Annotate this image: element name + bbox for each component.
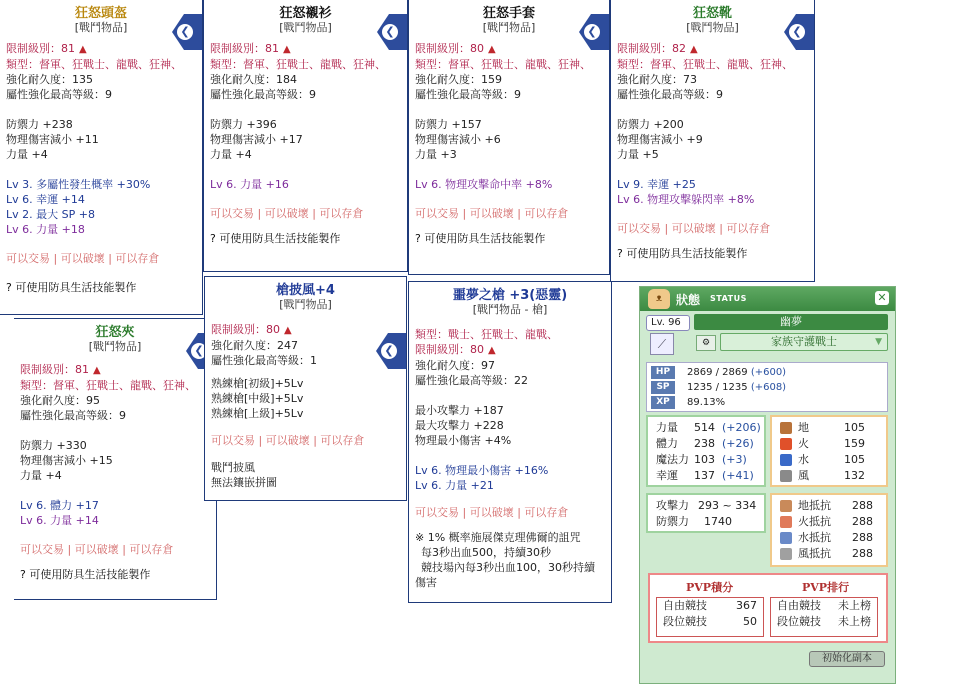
min-phys-damage: 物理最小傷害 +4% [415, 434, 512, 447]
stat-value: 137 [694, 469, 715, 482]
sp-label: SP [651, 381, 675, 394]
element-value: 105 [844, 421, 865, 434]
level-requirement: 限制級別：81 [20, 363, 89, 376]
phys-reduction: 物理傷害減小 +11 [6, 133, 99, 146]
item-title: 狂怒頭盔 [74, 6, 127, 21]
item-category: [戰鬥物品] [74, 21, 128, 34]
warning-arrow-icon: ▲ [93, 365, 101, 376]
item-title: 槍披風+4 [276, 283, 335, 298]
item-title: 狂怒手套 [482, 6, 535, 21]
job-name: 家族守護戰士 [771, 335, 837, 348]
class-types: 類型：督軍、狂戰士、龍戰、狂神、 [210, 58, 386, 71]
hp-value: 2869 / 2869 [687, 367, 748, 378]
durability: 強化耐久度：95 [20, 394, 100, 407]
hp-label: HP [651, 366, 675, 379]
craft-note: ? 可使用防具生活技能製作 [6, 281, 137, 294]
attribute-level: 屬性強化最高等級：9 [6, 88, 112, 101]
bonus-line: Lv 6. 幸運 +14 [6, 193, 85, 206]
earth-icon [780, 422, 792, 434]
job-select[interactable] [720, 333, 888, 351]
collapse-tab[interactable] [792, 14, 814, 50]
chevron-left-icon: ❮ [789, 24, 805, 40]
stat-label: 體力 [656, 437, 678, 450]
defense-label: 防禦力 [656, 515, 689, 528]
item-category: [戰鬥物品 - 槍] [472, 303, 548, 316]
class-types: 類型：督軍、狂戰士、龍戰、狂神、 [6, 58, 182, 71]
stat-value: 103 [694, 453, 715, 466]
trade-flags: 可以交易 | 可以破壞 | 可以存倉 [617, 222, 771, 235]
base-stats-panel [646, 415, 766, 487]
guild-icon[interactable]: ⚙ [696, 335, 716, 351]
bonus-line: Lv 6. 物理攻擊命中率 +8% [415, 178, 553, 191]
trade-flags: 可以交易 | 可以破壞 | 可以存倉 [415, 506, 569, 519]
trade-flags: 可以交易 | 可以破壞 | 可以存倉 [415, 207, 569, 220]
craft-note: ? 可使用防具生活技能製作 [20, 568, 151, 581]
attack-label: 攻擊力 [656, 499, 689, 512]
bonus-line: Lv 6. 物理攻擊躲閃率 +8% [617, 193, 755, 206]
free-points: 367 [736, 599, 757, 612]
item-title: 狂怒襯衫 [279, 6, 332, 21]
item-tooltip-shirt [203, 0, 408, 272]
chevron-left-icon: ❮ [191, 343, 207, 359]
rank-label: 段位競技 [663, 615, 707, 628]
element-label: 風 [798, 469, 809, 482]
defense: 防禦力 +330 [20, 439, 87, 452]
level-requirement: 限制級別：80 [415, 343, 484, 356]
resist-value: 288 [852, 531, 873, 544]
stat-bonus: (+3) [722, 453, 747, 466]
item-tooltip-helm [0, 0, 203, 315]
collapse-tab[interactable] [385, 14, 407, 50]
chevron-left-icon: ❮ [584, 24, 600, 40]
resist-label: 火抵抗 [798, 515, 831, 528]
resist-label: 風抵抗 [798, 547, 831, 560]
warning-arrow-icon: ▲ [690, 44, 698, 55]
xp-value: 89.13% [687, 397, 726, 408]
xp-label: XP [651, 396, 675, 409]
skill-bonus: 熟練槍[初級]+5Lv [211, 377, 304, 390]
collapse-tab[interactable] [180, 14, 202, 50]
item-tooltip-glove [408, 0, 610, 275]
element-label: 水 [798, 453, 809, 466]
item-category: [戰鬥物品] [686, 21, 739, 34]
rank-label: 段位競技 [777, 615, 821, 628]
strength: 力量 +4 [20, 469, 62, 482]
attribute-level: 屬性強化最高等級：9 [20, 409, 126, 422]
item-note: 無法鑲嵌拼圖 [211, 476, 277, 489]
item-tooltip-cape [204, 276, 407, 501]
class-types: 類型：督軍、狂戰士、龍戰、狂神、 [20, 379, 196, 392]
item-title: 狂怒夾 [95, 325, 135, 340]
item-tooltip-spear [408, 281, 612, 603]
defense-value: 1740 [704, 515, 732, 528]
bonus-line: Lv 3. 多屬性發生概率 +30% [6, 178, 151, 191]
item-tooltip-clip [14, 318, 217, 600]
phys-reduction: 物理傷害減小 +17 [210, 133, 303, 146]
bonus-line: Lv 6. 力量 +18 [6, 223, 85, 236]
warning-arrow-icon: ▲ [488, 345, 496, 356]
item-tooltip-boot [610, 0, 815, 282]
phys-reduction: 物理傷害減小 +6 [415, 133, 501, 146]
attribute-level: 屬性強化最高等級：9 [617, 88, 723, 101]
bonus-line: Lv 6. 力量 +21 [415, 479, 494, 492]
resist-value: 288 [852, 547, 873, 560]
status-header[interactable] [640, 287, 895, 311]
defense: 防禦力 +200 [617, 118, 684, 131]
warning-arrow-icon: ▲ [488, 44, 496, 55]
durability: 強化耐久度：73 [617, 73, 697, 86]
resist-value: 288 [852, 515, 873, 528]
bonus-line: Lv 9. 幸運 +25 [617, 178, 696, 191]
stat-label: 力量 [656, 421, 678, 434]
cat-avatar-icon: ᴥ [648, 289, 670, 309]
water-icon [780, 454, 792, 466]
level-requirement: 限制級別：81 [210, 42, 279, 55]
attribute-level: 屬性強化最高等級：9 [415, 88, 521, 101]
close-button[interactable]: ✕ [875, 291, 889, 305]
element-label: 火 [798, 437, 809, 450]
class-types: 類型：督軍、狂戰士、龍戰、狂神、 [617, 58, 793, 71]
item-title: 狂怒靴 [692, 6, 732, 21]
resist-label: 地抵抗 [798, 499, 831, 512]
resist-label: 水抵抗 [798, 531, 831, 544]
item-note: 戰鬥披風 [211, 461, 255, 474]
trade-flags: 可以交易 | 可以破壞 | 可以存倉 [210, 207, 364, 220]
stat-label: 幸運 [656, 469, 678, 482]
element-value: 105 [844, 453, 865, 466]
reset-dungeon-button[interactable]: 初始化副本 [809, 651, 885, 667]
durability: 強化耐久度：247 [211, 339, 298, 352]
fire-icon [780, 438, 792, 450]
status-window [639, 286, 896, 684]
bonus-line: Lv 2. 最大 SP +8 [6, 208, 95, 221]
collapse-tab[interactable] [587, 14, 609, 50]
bonus-line: Lv 6. 力量 +14 [20, 514, 99, 527]
pvp-rank-title: PVP排行 [802, 581, 850, 594]
curse-note: ※ 1% 概率施展傑克理佛爾的詛咒 [415, 531, 581, 544]
trade-flags: 可以交易 | 可以破壞 | 可以存倉 [20, 543, 174, 556]
min-attack: 最小攻擊力 +187 [415, 404, 504, 417]
stat-value: 514 [694, 421, 715, 434]
element-value: 159 [844, 437, 865, 450]
stat-bonus: (+206) [722, 421, 761, 434]
stat-value: 238 [694, 437, 715, 450]
chevron-down-icon: ▼ [875, 337, 882, 347]
level-requirement: 限制級別：82 [617, 42, 686, 55]
shield-icon [780, 516, 792, 528]
bonus-line: Lv 6. 力量 +16 [210, 178, 289, 191]
status-title-en: STATUS [710, 294, 747, 303]
pvp-points-box [656, 597, 764, 637]
sp-bonus: (+608) [750, 382, 787, 393]
item-category: [戰鬥物品] [482, 21, 536, 34]
trade-flags: 可以交易 | 可以破壞 | 可以存倉 [6, 252, 160, 265]
craft-note: ? 可使用防具生活技能製作 [210, 232, 341, 245]
pvp-rank-box [770, 597, 878, 637]
rank-points: 50 [743, 615, 757, 628]
character-name: 幽夢 [694, 314, 888, 330]
stat-bonus: (+41) [722, 469, 754, 482]
element-label: 地 [798, 421, 809, 434]
curse-note: 傷害 [415, 576, 437, 589]
chevron-left-icon: ❮ [381, 343, 397, 359]
defense: 防禦力 +157 [415, 118, 482, 131]
strength: 力量 +5 [617, 148, 659, 161]
strength: 力量 +4 [210, 148, 252, 161]
free-rank: 未上榜 [838, 599, 871, 612]
curse-note: 競技場內每3秒出血100，30秒持續 [421, 561, 595, 574]
item-category: [戰鬥物品] [279, 21, 332, 34]
skill-bonus: 熟練槍[上級]+5Lv [211, 407, 304, 420]
vitals-panel [646, 362, 888, 412]
warning-arrow-icon: ▲ [283, 44, 291, 55]
strength: 力量 +4 [6, 148, 48, 161]
status-title: 狀態 [676, 293, 701, 307]
chevron-left-icon: ❮ [382, 24, 398, 40]
spear-icon: ⟋ [650, 333, 674, 355]
phys-reduction: 物理傷害減小 +9 [617, 133, 703, 146]
attribute-level: 屬性強化最高等級：1 [211, 354, 317, 367]
class-types: 類型：戰士、狂戰士、龍戰、 [415, 328, 558, 341]
attack-defense-panel [646, 493, 766, 533]
phys-reduction: 物理傷害減小 +15 [20, 454, 113, 467]
curse-note: 每3秒出血500，持續30秒 [421, 546, 551, 559]
level-badge: Lv. 96 [646, 315, 690, 331]
shield-icon [780, 548, 792, 560]
defense: 防禦力 +396 [210, 118, 277, 131]
durability: 強化耐久度：184 [210, 73, 297, 86]
bonus-line: Lv 6. 物理最小傷害 +16% [415, 464, 549, 477]
warning-arrow-icon: ▲ [79, 44, 87, 55]
pvp-panel [648, 573, 888, 643]
resist-value: 288 [852, 499, 873, 512]
free-label: 自由競技 [663, 599, 707, 612]
level-requirement: 限制級別：80 [415, 42, 484, 55]
trade-flags: 可以交易 | 可以破壞 | 可以存倉 [211, 434, 365, 447]
element-panel [770, 415, 888, 487]
attribute-level: 屬性強化最高等級：9 [210, 88, 316, 101]
item-category: [戰鬥物品] [88, 340, 142, 353]
shield-icon [780, 500, 792, 512]
craft-note: ? 可使用防具生活技能製作 [415, 232, 546, 245]
durability: 強化耐久度：135 [6, 73, 93, 86]
hp-bonus: (+600) [750, 367, 787, 378]
rank-rank: 未上榜 [838, 615, 871, 628]
wind-icon [780, 470, 792, 482]
skill-bonus: 熟練槍[中級]+5Lv [211, 392, 304, 405]
attack-value: 293 ~ 334 [698, 499, 757, 512]
stat-bonus: (+26) [722, 437, 754, 450]
collapse-tab[interactable] [384, 333, 406, 369]
craft-note: ? 可使用防具生活技能製作 [617, 247, 748, 260]
item-title: 噩夢之槍 +3(惡靈) [452, 288, 568, 303]
element-value: 132 [844, 469, 865, 482]
defense: 防禦力 +238 [6, 118, 73, 131]
level-requirement: 限制級別：81 [6, 42, 75, 55]
level-requirement: 限制級別：80 [211, 323, 280, 336]
durability: 強化耐久度：97 [415, 359, 495, 372]
durability: 強化耐久度：159 [415, 73, 502, 86]
stat-label: 魔法力 [656, 453, 689, 466]
strength: 力量 +3 [415, 148, 457, 161]
max-attack: 最大攻擊力 +228 [415, 419, 504, 432]
warning-arrow-icon: ▲ [284, 325, 292, 336]
attribute-level: 屬性強化最高等級：22 [415, 374, 528, 387]
free-label: 自由競技 [777, 599, 821, 612]
sp-value: 1235 / 1235 [687, 382, 748, 393]
resist-panel [770, 493, 888, 567]
chevron-left-icon: ❮ [177, 24, 193, 40]
pvp-points-title: PVP積分 [686, 581, 734, 594]
class-types: 類型：督軍、狂戰士、龍戰、狂神、 [415, 58, 591, 71]
shield-icon [780, 532, 792, 544]
bonus-line: Lv 6. 體力 +17 [20, 499, 99, 512]
item-category: [戰鬥物品] [279, 298, 332, 311]
